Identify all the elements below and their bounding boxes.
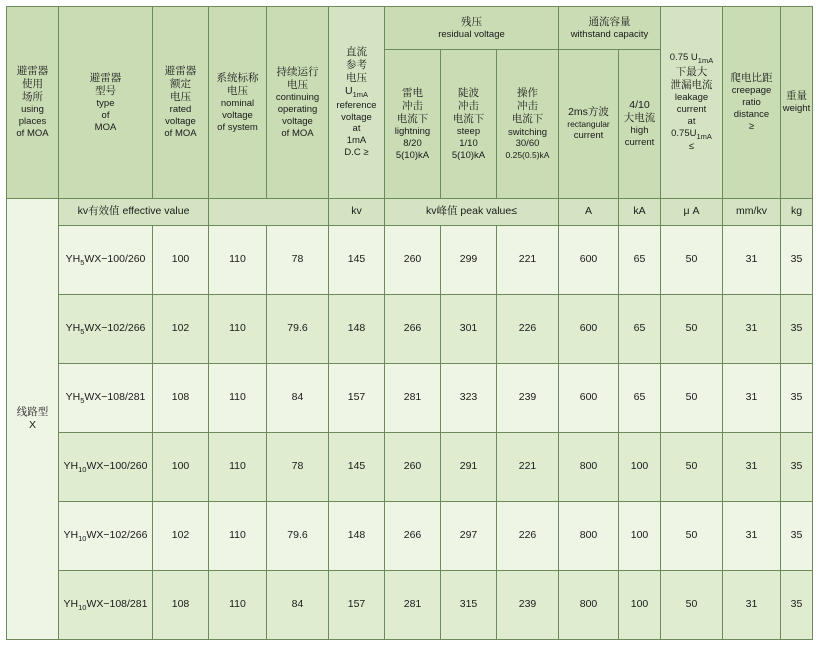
cell-model: $YH_5WX-102/266$ xyxy=(59,295,153,364)
leak-line-5: current xyxy=(676,103,707,115)
cell-high-current: 65 xyxy=(619,226,661,295)
arrester-spec-table xyxy=(6,6,813,640)
dc-line-3: 电压 xyxy=(346,72,367,85)
cell-dc-reference: 145 xyxy=(329,226,385,295)
unit-spacer-1 xyxy=(209,199,329,226)
high-line-4: current xyxy=(624,137,655,149)
creep-line-3: ratio xyxy=(742,97,761,109)
cell-residual-switching: 239 xyxy=(497,571,559,640)
cell-creepage-distance: 31 xyxy=(723,226,781,295)
cell-residual-steep: 315 xyxy=(441,571,497,640)
col-header-weight xyxy=(781,7,813,199)
high-line-3: high xyxy=(630,125,649,137)
cell-model: $YH_{10}WX-102/266$ xyxy=(59,502,153,571)
place-line-5: places xyxy=(18,116,47,128)
cell-residual-switching: 221 xyxy=(497,433,559,502)
col-header-place xyxy=(7,7,59,199)
system-line-1: 系统标称 xyxy=(216,71,259,84)
system-line-2: 电压 xyxy=(227,84,248,97)
withstand-group-en: withstand capacity xyxy=(570,28,649,40)
place-line-2: 使用 xyxy=(22,78,43,91)
cell-high-current: 100 xyxy=(619,502,661,571)
system-line-3: nominal xyxy=(220,97,255,109)
steep-line-5: 1/10 xyxy=(459,137,478,149)
leak-line-4: leakage xyxy=(674,91,709,103)
cell-residual-switching: 221 xyxy=(497,226,559,295)
leak-line-8: ≤ xyxy=(688,140,695,152)
dc-line-1: 直流 xyxy=(346,45,367,58)
weight-line-2: weight xyxy=(782,103,811,115)
system-line-5: of system xyxy=(217,121,258,133)
unit-residual: kv峰值 peak value≤ xyxy=(385,199,559,226)
rated-line-6: of MOA xyxy=(164,128,197,140)
cell-residual-switching: 226 xyxy=(497,295,559,364)
cell-residual-lightning: 281 xyxy=(385,364,441,433)
leak-line-2: 下最大 xyxy=(675,65,708,78)
model-line-4: of xyxy=(101,109,110,121)
dc-line-7: at xyxy=(352,123,361,135)
cell-system-voltage: 110 xyxy=(209,295,267,364)
cell-leakage-current: 50 xyxy=(661,571,723,640)
cell-model: $YH_{10}WX-100/260$ xyxy=(59,433,153,502)
col-header-residual-switching xyxy=(497,50,559,199)
cell-dc-reference: 148 xyxy=(329,502,385,571)
cell-high-current: 100 xyxy=(619,433,661,502)
unit-rectangular-current: A xyxy=(559,199,619,226)
place-value-cn: 线路型 xyxy=(16,405,49,418)
cell-rectangular-current: 600 xyxy=(559,364,619,433)
cell-residual-lightning: 281 xyxy=(385,571,441,640)
table-row xyxy=(7,364,813,433)
switch-line-6: 0.25(0.5)kA xyxy=(505,150,550,161)
table-row xyxy=(7,226,813,295)
creep-line-4: distance xyxy=(733,109,770,121)
cont-line-3: continuing xyxy=(275,91,320,103)
cell-system-voltage: 110 xyxy=(209,226,267,295)
col-header-rectangular-current xyxy=(559,50,619,199)
unit-high-current: kA xyxy=(619,199,661,226)
table-row xyxy=(7,433,813,502)
cell-rectangular-current: 600 xyxy=(559,295,619,364)
cell-model: $YH_{10}WX-108/281$ xyxy=(59,571,153,640)
cell-continuous-voltage: 84 xyxy=(267,364,329,433)
cont-line-2: 电压 xyxy=(287,78,308,91)
cell-residual-switching: 226 xyxy=(497,502,559,571)
cell-creepage-distance: 31 xyxy=(723,364,781,433)
cell-system-voltage: 110 xyxy=(209,433,267,502)
table-row xyxy=(7,295,813,364)
unit-leakage-current: μ A xyxy=(661,199,723,226)
withstand-group-cn: 通流容量 xyxy=(588,15,631,28)
col-header-high-current xyxy=(619,50,661,199)
cell-creepage-distance: 31 xyxy=(723,433,781,502)
rated-line-4: rated xyxy=(169,104,192,116)
place-line-4: using xyxy=(21,104,44,116)
col-header-rated-voltage xyxy=(153,7,209,199)
col-header-model xyxy=(59,7,153,199)
creep-line-5: ≥ xyxy=(748,120,755,132)
light-line-2: 冲击 xyxy=(402,99,423,112)
cell-system-voltage: 110 xyxy=(209,502,267,571)
cell-high-current: 65 xyxy=(619,295,661,364)
cell-continuous-voltage: 78 xyxy=(267,226,329,295)
creep-line-2: creepage xyxy=(731,85,772,97)
light-line-3: 电流下 xyxy=(396,112,429,125)
col-header-leakage-current xyxy=(661,7,723,199)
cell-residual-lightning: 260 xyxy=(385,226,441,295)
cell-rectangular-current: 800 xyxy=(559,433,619,502)
cell-residual-steep: 299 xyxy=(441,226,497,295)
residual-group-en: residual voltage xyxy=(438,28,505,40)
cell-creepage-distance: 31 xyxy=(723,295,781,364)
cell-weight: 35 xyxy=(781,226,813,295)
cell-weight: 35 xyxy=(781,433,813,502)
rated-line-3: 电压 xyxy=(170,91,191,104)
switch-line-4: switching xyxy=(507,126,548,138)
high-line-1: 4/10 xyxy=(629,99,650,111)
cell-leakage-current: 50 xyxy=(661,226,723,295)
col-header-residual-steep xyxy=(441,50,497,199)
cell-rectangular-current: 600 xyxy=(559,226,619,295)
cell-continuous-voltage: 79.6 xyxy=(267,295,329,364)
cell-dc-reference: 157 xyxy=(329,364,385,433)
leak-line-1: 0.75 $U_{1mA}$ xyxy=(669,52,714,66)
unit-creepage-distance: mm/kv xyxy=(723,199,781,226)
steep-line-4: steep xyxy=(456,125,481,137)
cell-residual-switching: 239 xyxy=(497,364,559,433)
rect-line-2: rectangular xyxy=(567,119,610,130)
cell-rated-voltage: 108 xyxy=(153,364,209,433)
cell-weight: 35 xyxy=(781,502,813,571)
col-header-creepage-distance xyxy=(723,7,781,199)
table-row xyxy=(7,502,813,571)
place-line-1: 避雷器 xyxy=(16,65,49,77)
unit-row xyxy=(7,199,813,226)
leak-line-6: at xyxy=(687,115,696,127)
rated-line-5: voltage xyxy=(165,116,196,128)
header-group-row xyxy=(7,7,813,50)
cell-rectangular-current: 800 xyxy=(559,502,619,571)
cell-continuous-voltage: 84 xyxy=(267,571,329,640)
cell-high-current: 65 xyxy=(619,364,661,433)
cell-leakage-current: 50 xyxy=(661,433,723,502)
table-row xyxy=(7,571,813,640)
place-line-3: 场所 xyxy=(22,91,43,104)
cell-rectangular-current: 800 xyxy=(559,571,619,640)
model-line-5: MOA xyxy=(94,121,117,133)
place-value-cell xyxy=(7,199,59,640)
place-value-x: X xyxy=(28,419,36,431)
residual-group-cn: 残压 xyxy=(461,15,482,28)
switch-line-1: 操作 xyxy=(517,87,538,100)
dc-line-5: reference xyxy=(336,99,377,111)
unit-weight: kg xyxy=(781,199,813,226)
cell-residual-steep: 291 xyxy=(441,433,497,502)
col-header-dc-reference xyxy=(329,7,385,199)
cell-leakage-current: 50 xyxy=(661,502,723,571)
cell-dc-reference: 148 xyxy=(329,295,385,364)
high-line-2: 大电流 xyxy=(623,112,656,125)
light-line-1: 雷电 xyxy=(402,86,423,99)
unit-dc-reference: kv xyxy=(329,199,385,226)
cell-residual-steep: 297 xyxy=(441,502,497,571)
cell-continuous-voltage: 79.6 xyxy=(267,502,329,571)
steep-line-3: 电流下 xyxy=(452,112,485,125)
unit-rated-voltage: kv有效值 effective value xyxy=(59,199,209,226)
steep-line-1: 陡波 xyxy=(458,86,479,99)
cell-model: $YH_5WX-108/281$ xyxy=(59,364,153,433)
cell-rated-voltage: 102 xyxy=(153,502,209,571)
leak-line-3: 泄漏电流 xyxy=(670,78,713,91)
model-line-3: type xyxy=(96,97,115,109)
steep-line-6: 5(10)kA xyxy=(451,149,486,161)
dc-line-2: 参考 xyxy=(346,59,367,72)
cell-residual-lightning: 260 xyxy=(385,433,441,502)
switch-line-3: 电流下 xyxy=(511,113,544,126)
cell-rated-voltage: 102 xyxy=(153,295,209,364)
rect-line-3: current xyxy=(573,129,604,141)
cell-residual-lightning: 266 xyxy=(385,502,441,571)
cont-line-6: of MOA xyxy=(281,127,314,139)
cell-system-voltage: 110 xyxy=(209,364,267,433)
cell-residual-steep: 301 xyxy=(441,295,497,364)
cont-line-1: 持续运行 xyxy=(276,65,319,78)
cell-weight: 35 xyxy=(781,364,813,433)
cell-creepage-distance: 31 xyxy=(723,502,781,571)
cell-rated-voltage: 100 xyxy=(153,433,209,502)
dc-line-9: D.C ≥ xyxy=(344,147,369,159)
rect-line-1: 2ms方波 xyxy=(568,106,609,119)
cell-dc-reference: 145 xyxy=(329,433,385,502)
cell-system-voltage: 110 xyxy=(209,571,267,640)
cell-creepage-distance: 31 xyxy=(723,571,781,640)
group-header-residual xyxy=(385,7,559,50)
cell-rated-voltage: 108 xyxy=(153,571,209,640)
dc-line-6: voltage xyxy=(341,111,372,123)
light-line-4: lightning xyxy=(394,125,431,137)
cell-leakage-current: 50 xyxy=(661,364,723,433)
cont-line-5: voltage xyxy=(282,115,313,127)
cell-residual-lightning: 266 xyxy=(385,295,441,364)
cell-weight: 35 xyxy=(781,295,813,364)
place-line-6: of MOA xyxy=(16,128,49,140)
col-header-system-voltage xyxy=(209,7,267,199)
rated-line-1: 避雷器 xyxy=(164,65,197,77)
col-header-continuous-voltage xyxy=(267,7,329,199)
group-header-withstand xyxy=(559,7,661,50)
model-line-1: 避雷器 xyxy=(89,71,122,84)
system-line-4: voltage xyxy=(222,109,253,121)
cell-dc-reference: 157 xyxy=(329,571,385,640)
rated-line-2: 额定 xyxy=(170,78,191,91)
cont-line-4: operating xyxy=(277,103,318,115)
cell-leakage-current: 50 xyxy=(661,295,723,364)
cell-high-current: 100 xyxy=(619,571,661,640)
steep-line-2: 冲击 xyxy=(458,99,479,112)
dc-line-8: 1mA xyxy=(346,135,367,147)
cell-residual-steep: 323 xyxy=(441,364,497,433)
cell-continuous-voltage: 78 xyxy=(267,433,329,502)
col-header-residual-lightning xyxy=(385,50,441,199)
dc-line-4: $U_{1mA}$ xyxy=(344,85,368,100)
light-line-6: 5(10)kA xyxy=(395,149,430,161)
cell-rated-voltage: 100 xyxy=(153,226,209,295)
light-line-5: 8/20 xyxy=(403,137,422,149)
cell-weight: 35 xyxy=(781,571,813,640)
model-line-2: 型号 xyxy=(95,84,116,97)
switch-line-2: 冲击 xyxy=(517,100,538,113)
leak-line-7: $0.75U_{1mA}$ xyxy=(671,127,712,141)
cell-model: $YH_5WX-100/260$ xyxy=(59,226,153,295)
creep-line-1: 爬电比距 xyxy=(730,72,773,85)
switch-line-5: 30/60 xyxy=(515,138,540,150)
weight-line-1: 重量 xyxy=(786,90,807,102)
